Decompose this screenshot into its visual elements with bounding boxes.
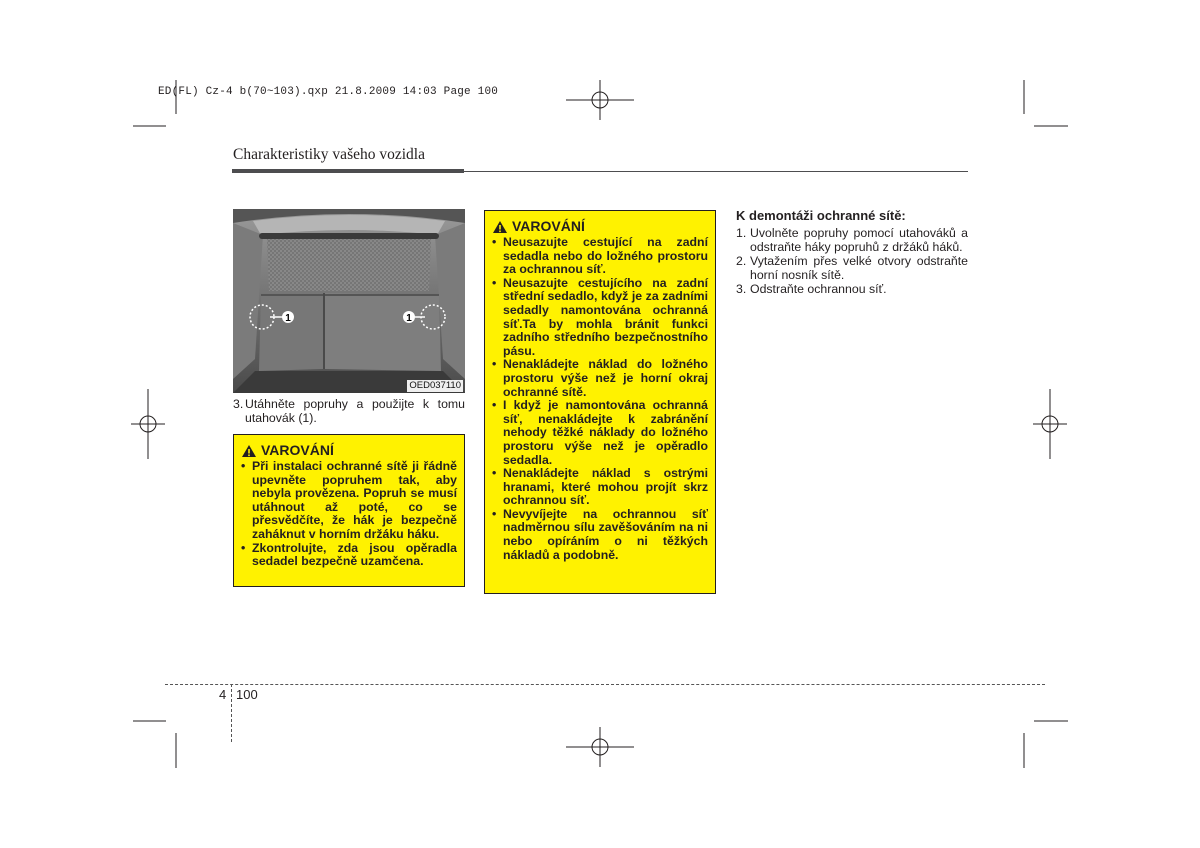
chapter-number: 4: [219, 687, 227, 702]
warning-item: • Nevyvíjejte na ochrannou síť nadměrnou sílu zavěšováním na ni nebo opíráním o ni těžkých nákladů a podobně.: [492, 506, 708, 562]
removal-section: [736, 208, 968, 298]
print-slug: ED(FL) Cz-4 b(70~103).qxp 21.8.2009 14:03 Page 100: [158, 86, 499, 98]
removal-step: 3. Odstraňte ochrannou síť.: [736, 282, 887, 297]
removal-step: 2. Vytažením přes velké otvory odstraňte horní nosník sítě.: [736, 254, 968, 282]
warning-item: • Neusazujte cestujícího na zadní střední sedadlo, když je za zadními sedadly namontována ochranná síť.Ta by mohla bránit funkci zadního středního bezpečnostního pásu.: [492, 275, 708, 358]
page-header-title: Charakteristiky vašeho vozidla: [233, 146, 425, 163]
warning-title: VAROVÁNÍ: [512, 218, 585, 235]
warning-title: VAROVÁNÍ: [261, 442, 334, 459]
footer-rule: [165, 684, 1045, 685]
cargo-net-illustration: [233, 209, 465, 393]
footer-divider: [231, 684, 232, 742]
header-rule-thick: [232, 169, 464, 173]
warning-item: • Při instalaci ochranné sítě ji řádně upevněte popruhem tak, aby nebyla provězena. Popruh se musí utáhnout až poté, co se přesvědčíte, že hák je bezpečně zaháknut v horním držáku háku.: [241, 459, 457, 541]
warning-item: • Neusazujte cestující na zadní sedadla nebo do ložného prostoru za ochrannou síť.: [492, 235, 708, 277]
install-step-3: [233, 397, 465, 425]
warning-item: • Zkontrolujte, zda jsou opěradla sedadel bezpečně uzamčena.: [241, 540, 457, 569]
step-number: 3.: [233, 397, 244, 411]
callout-label-left: 1: [285, 313, 291, 324]
warning-item: • Nenakládejte náklad s ostrými hranami, které mohou projít skrz ochrannou síť.: [492, 466, 708, 508]
warning-heading: [492, 220, 708, 234]
cargo-net-photo: [233, 209, 465, 393]
removal-heading: K demontáži ochranné sítě:: [736, 208, 906, 223]
header-rule-thin: [464, 171, 968, 172]
warning-item: • Nenakládejte náklad do ložného prostoru výše než je horní okraj ochranné sítě.: [492, 357, 708, 399]
removal-step: 1. Uvolněte popruhy pomocí utahováků a odstraňte háky popruhů z držáků háků.: [736, 226, 968, 254]
warning-box-installation: [233, 434, 465, 587]
page-number-value: 100: [236, 687, 258, 702]
warning-box-usage: [484, 210, 716, 594]
step-text: Utáhněte popruhy a použijte k tomu utahovák (1).: [245, 397, 465, 425]
callout-label-right: 1: [406, 313, 412, 324]
warning-heading: [241, 444, 457, 458]
warning-triangle-icon: [241, 444, 257, 458]
warning-triangle-icon: [492, 220, 508, 234]
figure-code: OED037110: [409, 380, 461, 391]
warning-item: • I když je namontována ochranná síť, nenakládejte k zabránění nehody těžké náklady do ložného prostoru výše než je opěradlo sedadla.: [492, 398, 708, 467]
